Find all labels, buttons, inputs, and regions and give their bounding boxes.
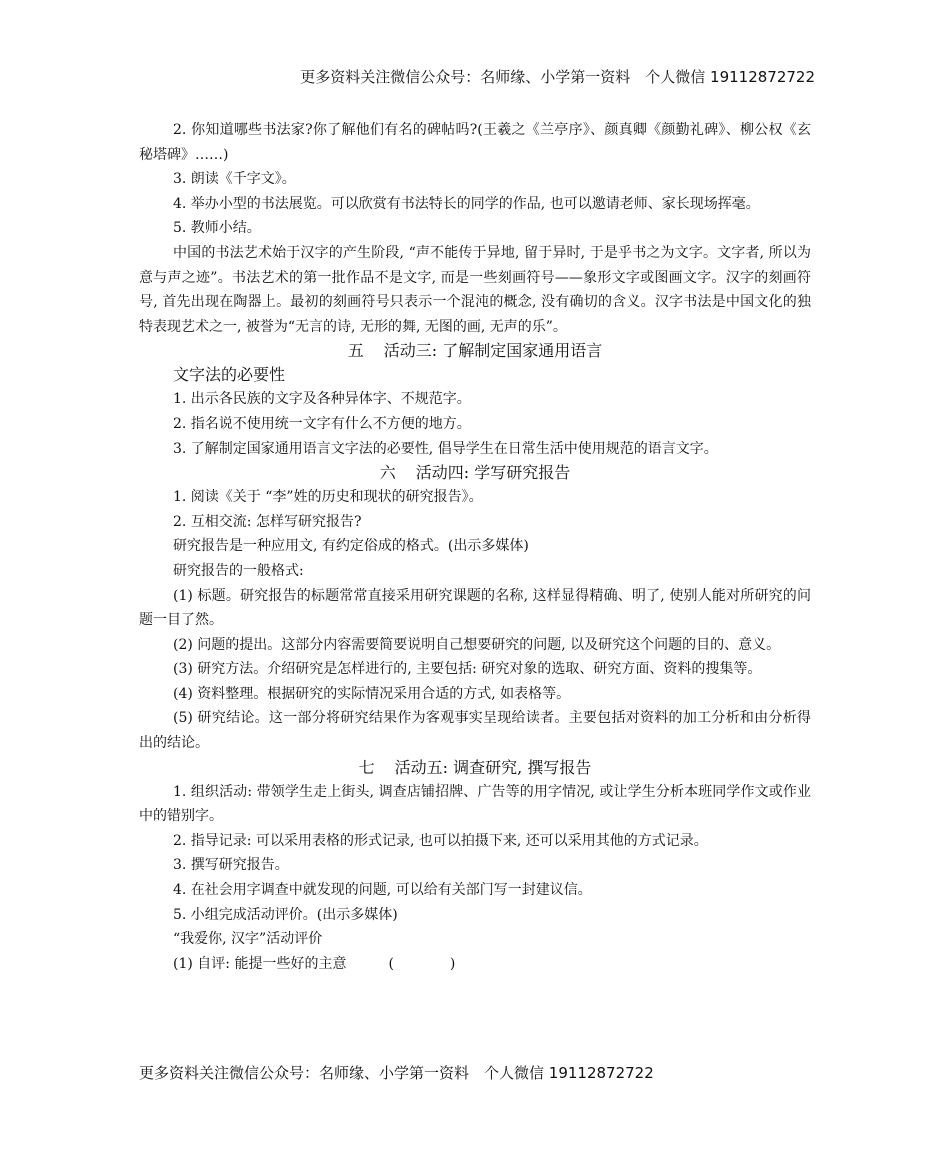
paragraph: (3) 研究方法。介绍研究是怎样进行的, 主要包括: 研究对象的选取、研究方面、资料的搜集等。 [173,661,762,678]
paragraph: (1) 标题。研究报告的标题常常直接采用研究课题的名称, 这样显得精确、明了, 使别人能对所研究的问题一目了然。 [139,587,811,629]
paragraph: (1) 自评: 能提一些好的主意 ( ) [173,955,456,972]
paragraph: 1. 阅读《关于 “李”姓的历史和现状的研究报告》。 [173,489,483,506]
section-number: 七 [358,757,375,777]
paragraph: (4) 资料整理。根据研究的实际情况采用合适的方式, 如表格等。 [173,685,571,702]
section-title: 活动四: 学写研究报告 [415,463,571,483]
paragraph: 中国的书法艺术始于汉字的产生阶段, “声不能传于异地, 留于异时, 于是乎书之为文字。文字者, 所以为意与声之迹”。书法艺术的第一批作品不是文字, 而是一些刻画符号——象形文字或图画文字。汉字的刻画符号, 首先出现在陶器上。最初的刻画符号只表示一个混沌的概念, 没有确切的含义。汉字书法是中国文化的独特表现艺术之一, 被誉为“无言的诗, 无形的舞, 无图的画, 无声的乐”。 [139,244,811,335]
paragraph: 5. 小组完成活动评价。(出示多媒体) [173,906,398,923]
paragraph: 研究报告是一种应用文, 有约定俗成的格式。(出示多媒体) [173,538,529,555]
paragraph: 5. 教师小结。 [173,220,261,237]
paragraph: 1. 出示各民族的文字及各种异体字、不规范字。 [173,391,471,408]
paragraph: 3. 朗读《千字文》。 [173,171,296,188]
paragraph: 3. 撰写研究报告。 [173,857,289,874]
page-footer: 更多资料关注微信公众号：名师缘、小学第一资料 个人微信 19112872722 [139,1064,654,1082]
section-title: 活动三: 了解制定国家通用语言 [383,341,603,361]
paragraph: 研究报告的一般格式: [173,562,304,579]
paragraph: (5) 研究结论。这一部分将研究结果作为客观事实呈现给读者。主要包括对资料的加工分析和由分析得出的结论。 [139,710,811,752]
paragraph: “我爱你, 汉字”活动评价 [173,931,323,948]
section-heading-7 [139,756,811,780]
paragraph: 1. 组织活动: 带领学生走上街头, 调查店铺招牌、广告等的用字情况, 或让学生分析本班同学作文或作业中的错别字。 [139,783,811,825]
paragraph: (2) 问题的提出。这部分内容需要简要说明自己想要研究的问题, 以及研究这个问题的目的、意义。 [173,636,781,653]
section-number: 六 [379,463,396,483]
section-title: 活动五: 调查研究, 撰写报告 [394,757,592,777]
section-heading-6 [139,461,811,485]
paragraph: 4. 举办小型的书法展览。可以欣赏有书法特长的同学的作品, 也可以邀请老师、家长现场挥毫。 [173,195,760,212]
paragraph: 2. 你知道哪些书法家?你了解他们有名的碑帖吗?(王羲之《兰亭序》、颜真卿《颜勤礼碑》、柳公权《玄秘塔碑》……) [139,122,811,163]
paragraph: 3. 了解制定国家通用语言文字法的必要性, 倡导学生在日常生活中使用规范的语言文字。 [173,440,718,457]
paragraph: 4. 在社会用字调查中就发现的问题, 可以给有关部门写一封建议信。 [173,882,592,899]
section-heading-continuation: 文字法的必要性 [173,365,286,385]
section-number: 五 [347,341,364,361]
section-heading-5 [139,339,811,363]
page-header: 更多资料关注微信公众号：名师缘、小学第一资料 个人微信 19112872722 [300,68,815,86]
paragraph: 2. 指导记录: 可以采用表格的形式记录, 也可以拍摄下来, 还可以采用其他的方式记录。 [173,832,708,849]
paragraph: 2. 互相交流: 怎样写研究报告? [173,513,362,530]
paragraph: 2. 指名说不使用统一文字有什么不方便的地方。 [173,415,471,432]
document-body [139,118,811,976]
